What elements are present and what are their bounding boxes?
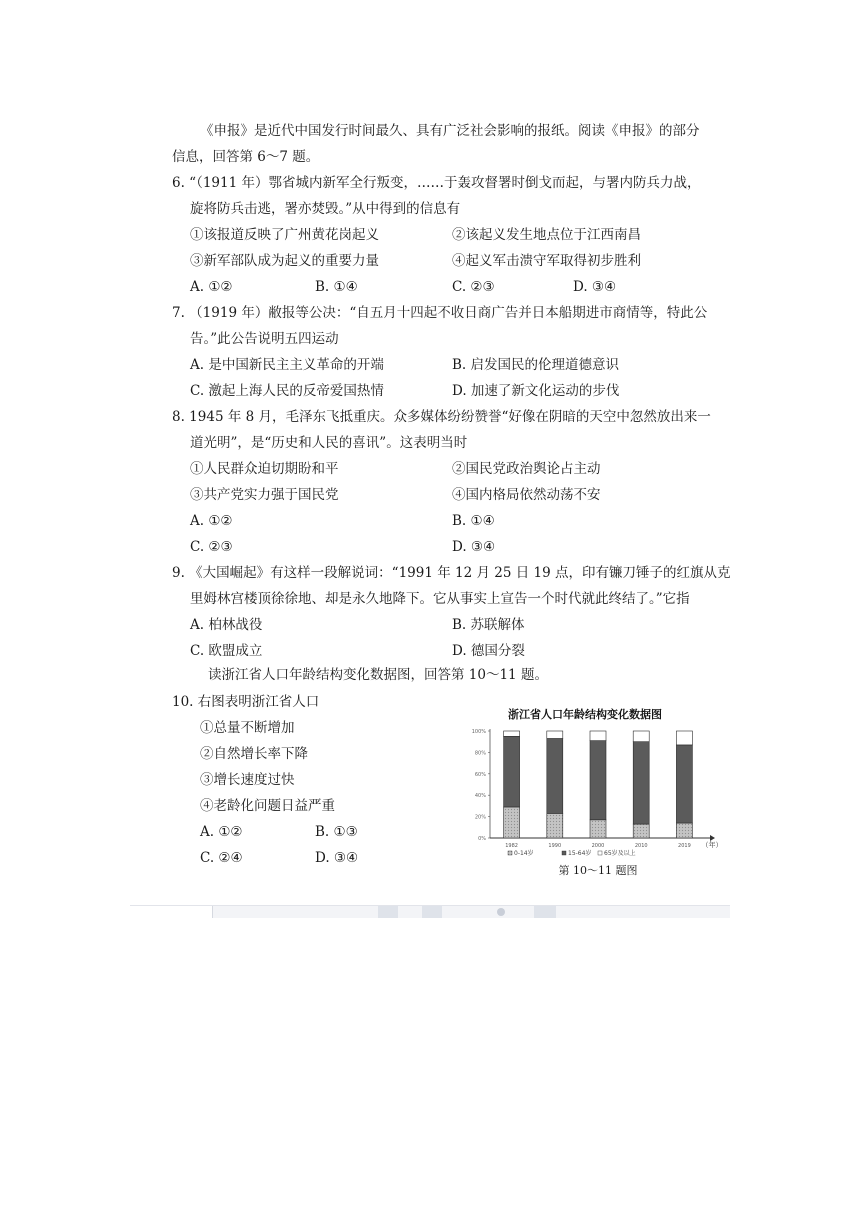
q6-stem-line-1: 6. “（1911 年）鄂省城内新军全行叛变，……于轰攻督署时倒戈而起，与署内防兵力战， (172, 175, 701, 191)
q6-option-c: C. ②③ (452, 279, 495, 295)
q10-option-d: D. ③④ (315, 850, 359, 866)
q8-statement-1: ①人民群众迫切期盼和平 (190, 461, 339, 477)
q6-statement-2: ②该起义发生地点位于江西南昌 (452, 227, 641, 243)
q9-option-c: C. 欧盟成立 (190, 643, 263, 659)
bar-segment-2 (590, 741, 606, 820)
q9-option-d: D. 德国分裂 (452, 643, 525, 659)
q10-option-a: A. ①② (200, 824, 243, 840)
q8-statement-3: ③共产党实力强于国民党 (190, 487, 339, 503)
population-age-chart (468, 700, 728, 882)
q6-statement-1: ①该报道反映了广州黄花岗起义 (190, 227, 379, 243)
q6-option-d: D. ③④ (573, 279, 617, 295)
bar-segment-3 (547, 731, 563, 738)
bar-segment-1 (633, 824, 649, 838)
q8-statement-4: ④国内格局依然动荡不安 (452, 487, 601, 503)
q10-option-c: C. ②④ (200, 850, 243, 866)
bar-segment-3 (633, 731, 649, 742)
legend-label-1: 0-14岁 (514, 850, 534, 857)
q6-statement-3: ③新军部队成为起义的重要力量 (190, 253, 379, 269)
intro-line-2: 信息，回答第 6～7 题。 (172, 149, 320, 165)
bar-segment-2 (504, 736, 520, 807)
x-tick-label: 2010 (634, 843, 648, 849)
x-tick-label: 1982 (505, 843, 518, 849)
bar-segment-3 (590, 731, 606, 741)
legend-swatch-3 (598, 851, 602, 855)
q10-statement-2: ②自然增长率下降 (200, 746, 308, 762)
bar-segment-2 (547, 738, 563, 813)
legend-label-2: 15-64岁 (568, 850, 592, 857)
bar-segment-2 (676, 745, 692, 823)
q10-statement-3: ③增长速度过快 (200, 772, 295, 788)
q9-stem-line-1: 9. 《大国崛起》有这样一段解说词：“1991 年 12 月 25 日 19 点，印有镰刀锤子的红旗从克 (172, 565, 731, 581)
q9-option-b: B. 苏联解体 (452, 617, 525, 633)
q7-option-d: D. 加速了新文化运动的步伐 (452, 383, 620, 399)
q8-option-d: D. ③④ (452, 539, 496, 555)
bar-segment-3 (676, 731, 692, 745)
q10-statement-4: ④老龄化问题日益严重 (200, 798, 335, 814)
q9-option-a: A. 柏林战役 (190, 617, 263, 633)
q7-option-a: A. 是中国新民主主义革命的开端 (190, 357, 384, 373)
toolbar-tab-2[interactable] (378, 906, 398, 918)
q6-option-a: A. ①② (190, 279, 233, 295)
bar-segment-1 (504, 807, 520, 838)
q6-statement-4: ④起义军击溃守军取得初步胜利 (452, 253, 641, 269)
x-unit-label: （年） (701, 841, 723, 849)
bar-segment-1 (547, 813, 563, 838)
y-tick-label: 20% (474, 814, 486, 821)
y-tick-label: 60% (474, 771, 486, 778)
chart-title: 浙江省人口年龄结构变化数据图 (508, 708, 662, 721)
intro-line-1: 《申报》是近代中国发行时间最久、具有广泛社会影响的报纸。阅读《申报》的部分 (200, 123, 700, 139)
y-tick-label: 80% (474, 750, 486, 757)
bar-segment-3 (504, 731, 520, 736)
q8-option-c: C. ②③ (190, 539, 233, 555)
y-tick-label: 0% (478, 836, 486, 842)
toolbar-tab-4[interactable] (534, 906, 556, 918)
q8-option-a: A. ①② (190, 513, 233, 529)
toolbar-dot[interactable] (497, 908, 505, 916)
legend-swatch-1 (508, 851, 512, 855)
chart-caption: 第 10～11 题图 (558, 864, 638, 877)
q9-stem-line-2: 里姆林宫楼顶徐徐地、却是永久地降下。它从事实上宣告一个时代就此终结了。”它指 (190, 591, 690, 607)
q6-option-b: B. ①④ (315, 279, 358, 295)
q10-statement-1: ①总量不断增加 (200, 720, 295, 736)
toolbar-tab-1[interactable] (130, 906, 213, 918)
y-tick-label: 40% (474, 793, 486, 800)
legend-swatch-2 (562, 851, 566, 855)
x-tick-label: 2019 (678, 843, 691, 849)
q8-stem-line-1: 8. 1945 年 8 月，毛泽东飞抵重庆。众多媒体纷纷赞誉“好像在阴暗的天空中忽然放出来一 (172, 409, 711, 425)
bar-segment-2 (633, 742, 649, 824)
q7-stem-line-1: 7. （1919 年）敝报等公决：“自五月十四起不收日商广告并日本船期进市商情等，特此公 (172, 305, 708, 321)
bar-segment-1 (676, 823, 692, 838)
q8-stem-line-2: 道光明”，是“历史和人民的喜讯”。这表明当时 (190, 435, 468, 451)
q6-stem-line-2: 旋将防兵击逃，署亦焚毁。”从中得到的信息有 (190, 201, 461, 217)
q7-stem-line-2: 告。”此公告说明五四运动 (190, 331, 339, 347)
bottom-toolbar (130, 905, 730, 918)
q7-option-b: B. 启发国民的伦理道德意识 (452, 357, 620, 373)
q8-statement-2: ②国民党政治舆论占主动 (452, 461, 601, 477)
q8-option-b: B. ①④ (452, 513, 495, 529)
x-tick-label: 2000 (591, 843, 605, 849)
legend-label-3: 65岁及以上 (604, 850, 636, 857)
q10-option-b: B. ①③ (315, 824, 358, 840)
bar-segment-1 (590, 820, 606, 838)
intro-2: 读浙江省人口年龄结构变化数据图，回答第 10～11 题。 (208, 667, 548, 683)
x-tick-label: 1990 (548, 843, 562, 849)
q10-stem: 10. 右图表明浙江省人口 (172, 694, 320, 710)
toolbar-tab-3[interactable] (422, 906, 442, 918)
y-tick-label: 100% (471, 729, 486, 735)
q7-option-c: C. 激起上海人民的反帝爱国热情 (190, 383, 384, 399)
